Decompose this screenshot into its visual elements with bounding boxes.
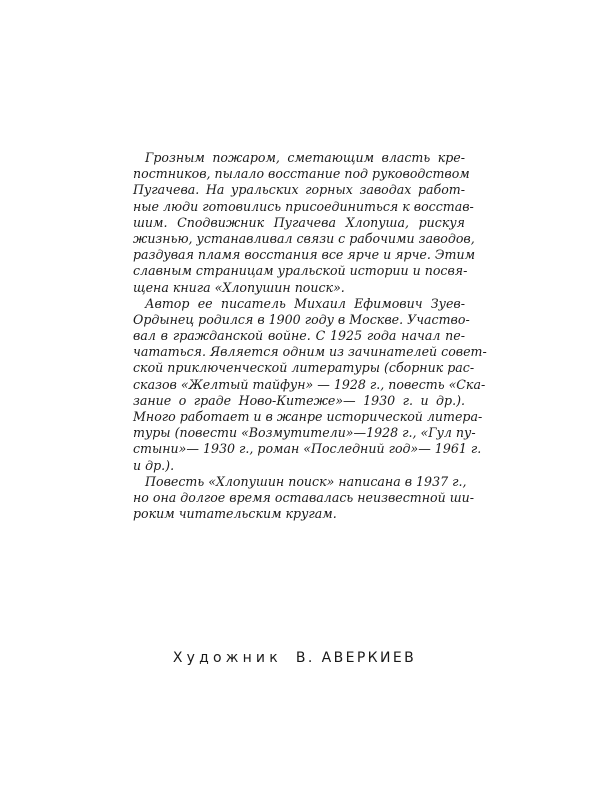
text-line: Грозным пожаром, сметающим власть кре- [145, 150, 465, 165]
annotation-paragraph-2 [133, 295, 487, 474]
book-annotation [133, 150, 487, 522]
text-line: Автор ее писатель Михаил Ефимович Зуев- [145, 295, 465, 311]
text-line: жизнью, устанавливал связи с рабочими заводов, [133, 230, 475, 246]
text-line: ской приключенческой литературы (сборник рас- [133, 360, 475, 376]
text-line: Повесть «Хлопушин поиск» написана в 1937 г., [145, 473, 467, 489]
annotation-paragraph-3 [133, 473, 475, 523]
illustrator-label: Художник [172, 650, 282, 666]
illustrator-name: В. АВЕРКИЕВ [295, 650, 417, 666]
text-line: стыни»— 1930 г., роман «Последний год»— 1961 г. [133, 441, 482, 457]
text-line: вал в гражданской войне. С 1925 года начал пе- [133, 328, 465, 344]
text-line: ные люди готовились присоединиться к восстав- [133, 198, 474, 214]
text-line: Пугачева. На уральских горных заводах работ- [133, 182, 465, 198]
text-line: и др.). [133, 457, 175, 473]
text-line: шим. Сподвижник Пугачева Хлопуша, рискуя [133, 214, 465, 230]
text-line: постников, пылало восстание под руководством [133, 166, 470, 182]
illustrator-credit [0, 650, 589, 666]
text-line: Ордынец родился в 1900 году в Москве. Участво- [133, 311, 470, 327]
text-line: щена книга «Хлопушин поиск». [133, 279, 345, 295]
text-line: роким читательским кругам. [133, 506, 337, 522]
text-line: славным страницам уральской истории и посвя- [133, 263, 468, 279]
text-line: но она долгое время оставалась неизвестной ши- [133, 489, 475, 505]
text-line: чататься. Является одним из зачинателей совет- [133, 344, 487, 360]
text-line: сказов «Желтый тайфун» — 1928 г., повесть «Ска- [133, 376, 486, 392]
text-line: Много работает и в жанре исторической литера- [133, 409, 483, 424]
text-line: зание о граде Ново-Китеже»— 1930 г. и др.). [133, 392, 465, 408]
annotation-paragraph-1 [133, 150, 476, 296]
text-line: раздувая пламя восстания все ярче и ярче. Этим [133, 247, 476, 263]
text-line: туры (повести «Возмутители»—1928 г., «Гул пу- [133, 425, 476, 441]
